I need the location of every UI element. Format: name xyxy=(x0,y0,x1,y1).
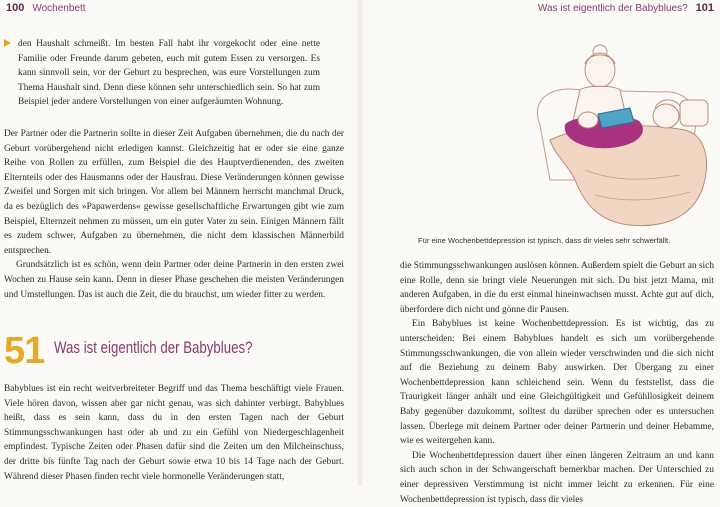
left-paragraph-3: Babyblues ist ein recht weitverbreiteter Begriff und das Thema beschäftigt viele Frauen. Viele hören davon, wissen aber gar nicht genau, was sich dahinter verbirgt. Babyblues heißt, dass es sein kann, dass du in den ersten Tagen nach der Geburt Stimmungsschwankungen hast oder ab und zu ein Gefühl von Niedergeschlagenheit empfindest. Typische Zeiten oder Phasen dafür sind die Zeiten um den Milcheinschuss, der dritte bis fünfte Tag nach der Geburt sowie etwa 10 bis 14 Tage nach der Geburt. Während dieser Phasen finden recht viele hormonelle Veränderungen statt, xyxy=(4,384,344,482)
right-paragraph-2: Ein Babyblues ist keine Wochenbettdepression. Es ist wichtig, das zu unterscheiden: Bei einem Babyblues handelt es sich um vorübergehende Stimmungsschwankungen, die von allein wieder verschwinden und die sich nicht auf die Beziehung zu deinem Baby auswirken. Der Übergang zu einer Wochenbettdepression kann schleichend sein. Wenn du feststellst, dass die Traurigkeit länger anhält und eine Gleichgültigkeit und Gefühllosigkeit deinem Baby gegenüber dazukommt, solltest du darüber sprechen oder es untersuchen lassen. Überlege mit deinem Partner oder deiner Partnerin und deiner Hebamme, wie es weitergehen kann. xyxy=(400,319,714,447)
left-body-2 xyxy=(4,382,344,484)
right-paragraph-3: Die Wochenbettdepression dauert über einen längeren Zeitraum an und kann sich auch schon in der Schwangerschaft bemerkbar machen. Der Unterschied zu einer depressiven Verstimmung ist nicht immer leicht zu erkennen. Für eine Wochenbettdepression ist typisch, dass dir vieles xyxy=(400,450,714,505)
right-page xyxy=(360,0,720,505)
bullet-arrow-icon xyxy=(4,39,11,47)
section-heading xyxy=(4,332,344,372)
left-body-1 xyxy=(4,127,344,302)
section-title: Was ist eigentlich der Babyblues? xyxy=(54,338,253,357)
bullet-text: den Haushalt schmeißt. Im besten Fall habt ihr vorgekocht oder eine nette Familie oder Freunde darum gebeten, euch mit gutem Essen zu versorgen. Es kann sinnvoll sein, vor der Geburt zu besprechen, was eure Vorstellungen zum Thema Haushalt sind. Denn diese können sehr unterschiedlich sein. So hat zum Beispiel jeder andere Vorstellungen von einer aufgeräumten Wohnung. xyxy=(18,39,320,108)
right-paragraph-1: die Stimmungsschwankungen auslösen können. Außerdem spielt die Geburt an sich eine Rolle, denn sie bringt viele Neuerungen mit sich. Du bist jetzt Mama, mit anderen Aufgaben, in die du erst einmal hineinwachsen musst. Achte gut auf dich, überfordere dich nicht und gönne dir Pausen. xyxy=(400,261,715,315)
right-body xyxy=(400,259,714,507)
right-section-label: Was ist eigentlich der Babyblues? xyxy=(537,3,688,14)
left-running-head xyxy=(6,2,86,14)
right-running-head xyxy=(538,2,714,14)
illustration-caption: Für eine Wochenbettdepression ist typisch, dass dir vieles sehr schwerfällt. xyxy=(418,236,671,245)
left-paragraph-1: Der Partner oder die Partnerin sollte in dieser Zeit Aufgaben übernehmen, die du nach der Geburt vorübergehend nicht erledigen kannst. Gleichzeitig hat er oder sie eine ganze Reihe von Rollen zu erfüllen, zum Beispiel die des Hauptverdienenden, des zweiten Elternteils oder des Hausmanns oder der Hausfrau. Diese Veränderungen können gewisse Zweifel und Sorgen mit sich bringen. Vor allem bei Männern herrscht manchmal Druck, da es bezüglich des »Papawerdens« gewisse gesellschaftliche Erwartungen gibt wie zum Beispiel, Elternzeit nehmen zu müssen, um ein guter Vater zu sein. Einigen Männern fällt es zudem schwer, Aufgaben zu übernehmen, die nicht dem klassischen Männerbild entsprechen. xyxy=(4,129,344,256)
left-section-label: Wochenbett xyxy=(32,3,86,14)
bullet-item xyxy=(18,37,320,110)
section-number: 51 xyxy=(4,330,45,372)
right-page-number: 101 xyxy=(695,2,714,14)
left-paragraph-2: Grundsätzlich ist es schön, wenn dein Partner oder deine Partnerin in den ersten zwei Wochen zu Hause sein kann. Denn in dieser Phase geschehen die meisten Veränderungen und Umstellungen. Das ist auch die Zeit, die du brauchst, um wieder fitter zu werden. xyxy=(4,260,344,300)
left-page-number: 100 xyxy=(6,2,25,14)
left-page xyxy=(0,0,360,486)
mother-baby-illustration-icon xyxy=(490,30,720,230)
